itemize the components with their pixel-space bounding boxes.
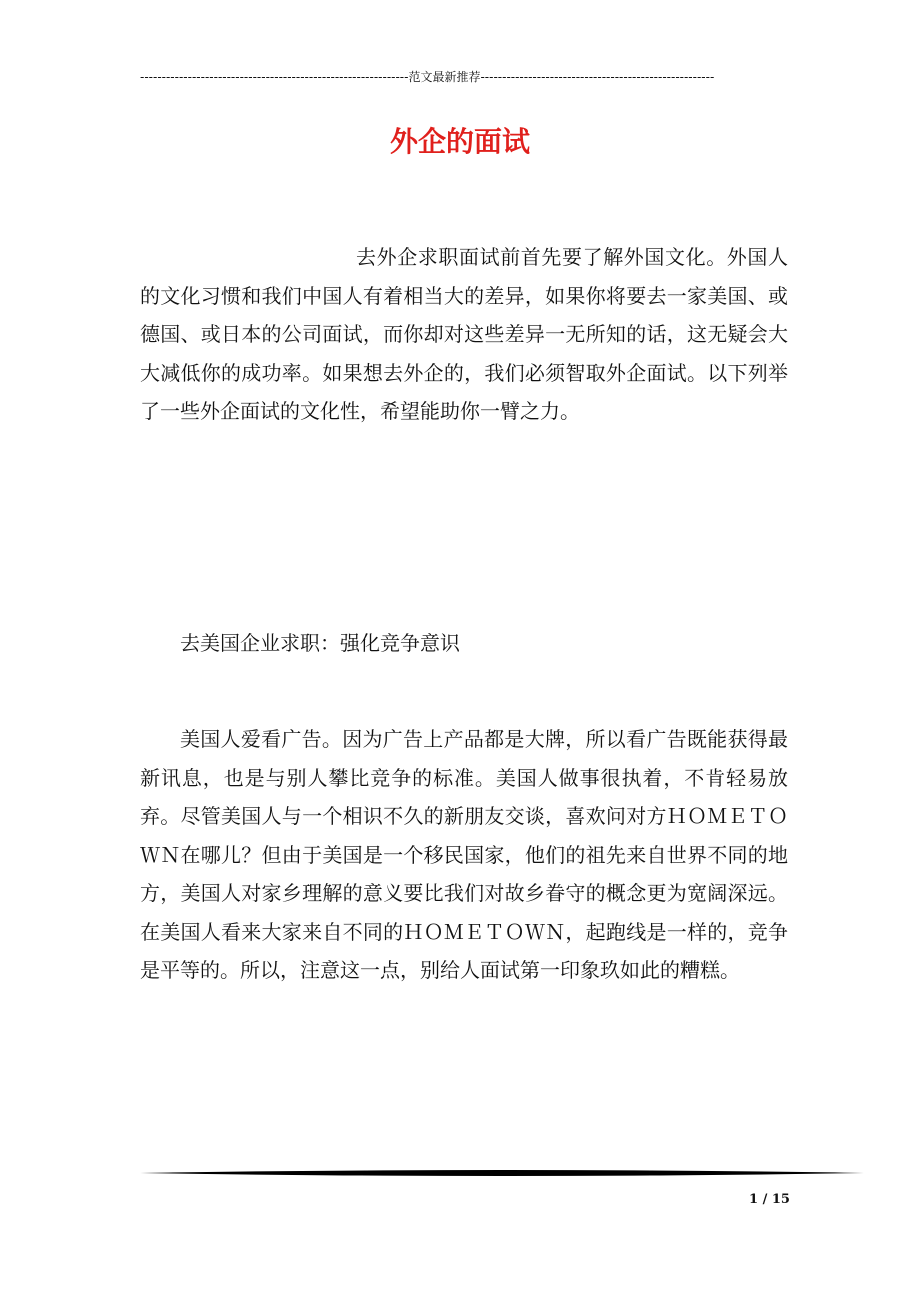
- footer-rule: [140, 1168, 864, 1178]
- page-number: 1 / 15: [749, 1192, 790, 1207]
- document-title: 外企的面试: [389, 125, 530, 158]
- watermark: zixin.com.cn: [500, 590, 851, 653]
- body-paragraph: 美国人爱看广告。因为广告上产品都是大牌，所以看广告既能获得最新讯息，也是与别人攀比竞争的标准。美国人做事很执着，不肯轻易放弃。尽管美国人与一个相识不久的新朋友交谈，喜欢问对方ＨＯＭＥＴＯＷＮ在哪儿？但由于美国是一个移民国家，他们的祖先来自世界不同的地方，美国人对家乡理解的意义要比我们对故乡眷守的概念更为宽阔深远。在美国人看来大家来自不同的ＨＯＭＥＴＯＷＮ，起跑线是一样的，竞争是平等的。所以，注意这一点，别给人面试第一印象玖如此的糟糕。: [140, 727, 788, 982]
- intro-paragraph: 去外企求职面试前首先要了解外国文化。外国人的文化习惯和我们中国人有着相当大的差异，如果你将要去一家美国、或德国、或日本的公司面试，而你却对这些差异一无所知的话，这无疑会大大减低你的成功率。如果想去外企的，我们必须智取外企面试。以下列举了一些外企面试的文化性，希望能助你一臂之力。: [140, 245, 788, 423]
- section-heading: 去美国企业求职：强化竞争意识: [180, 631, 460, 655]
- header-banner: --------------------------------------------------------------范文最新推荐------------------------------------------------------: [140, 70, 715, 84]
